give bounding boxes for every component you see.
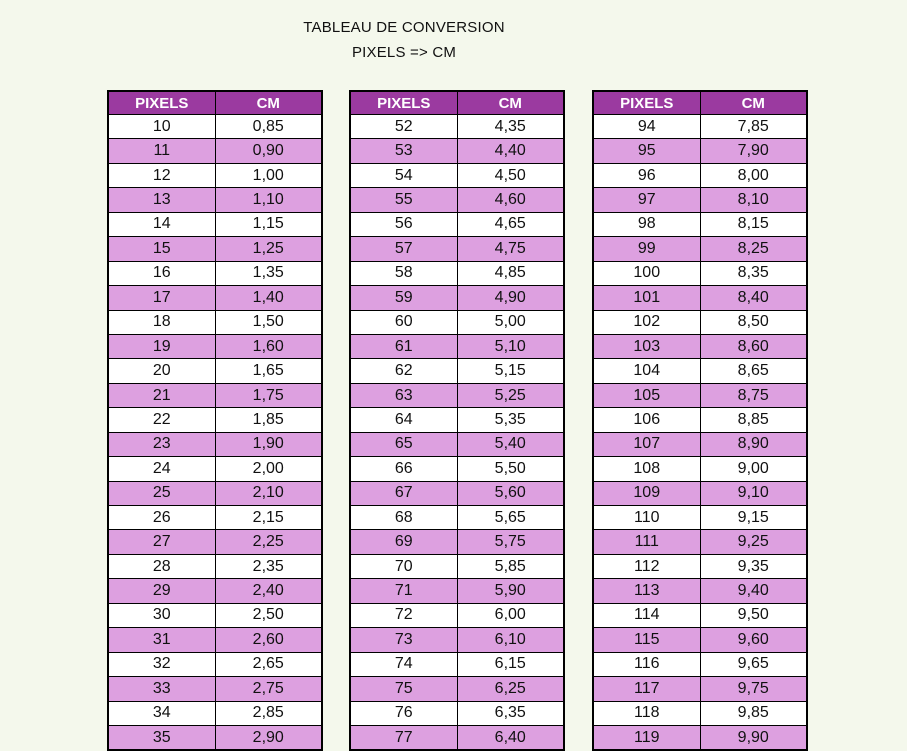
header-pixels: PIXELS	[350, 91, 457, 115]
cm-cell: 1,25	[215, 237, 322, 261]
pixels-cell: 110	[593, 506, 700, 530]
conversion-table-3	[592, 90, 808, 751]
header-cm: CM	[215, 91, 322, 115]
table-row	[108, 628, 322, 652]
pixels-cell: 27	[108, 530, 215, 554]
pixels-cell: 58	[350, 261, 457, 285]
table-row	[350, 701, 564, 725]
table-row	[108, 652, 322, 676]
cm-cell: 4,60	[457, 188, 564, 212]
table-row	[593, 383, 807, 407]
cm-cell: 4,90	[457, 286, 564, 310]
pixels-cell: 25	[108, 481, 215, 505]
pixels-cell: 57	[350, 237, 457, 261]
conversion-table-1	[107, 90, 323, 751]
pixels-cell: 111	[593, 530, 700, 554]
cm-cell: 2,50	[215, 603, 322, 627]
table-row	[593, 579, 807, 603]
table-row	[593, 115, 807, 139]
cm-cell: 2,25	[215, 530, 322, 554]
cm-cell: 1,90	[215, 432, 322, 456]
table-row	[593, 188, 807, 212]
cm-cell: 5,15	[457, 359, 564, 383]
cm-cell: 6,00	[457, 603, 564, 627]
table-row	[350, 286, 564, 310]
table-row	[350, 530, 564, 554]
cm-cell: 8,00	[700, 163, 807, 187]
cm-cell: 4,75	[457, 237, 564, 261]
cm-cell: 2,85	[215, 701, 322, 725]
pixels-cell: 77	[350, 725, 457, 750]
cm-cell: 9,60	[700, 628, 807, 652]
pixels-cell: 63	[350, 383, 457, 407]
cm-cell: 2,90	[215, 725, 322, 750]
cm-cell: 2,00	[215, 457, 322, 481]
header-pixels: PIXELS	[593, 91, 700, 115]
table-row	[593, 628, 807, 652]
table-row	[350, 188, 564, 212]
table-row	[108, 139, 322, 163]
cm-cell: 2,35	[215, 554, 322, 578]
table-row	[593, 408, 807, 432]
pixels-cell: 20	[108, 359, 215, 383]
table-row	[108, 212, 322, 236]
cm-cell: 2,15	[215, 506, 322, 530]
cm-cell: 6,40	[457, 725, 564, 750]
cm-cell: 5,85	[457, 554, 564, 578]
pixels-cell: 18	[108, 310, 215, 334]
cm-cell: 7,85	[700, 115, 807, 139]
table-row	[108, 408, 322, 432]
pixels-cell: 114	[593, 603, 700, 627]
pixels-cell: 68	[350, 506, 457, 530]
cm-cell: 0,90	[215, 139, 322, 163]
table-row	[108, 237, 322, 261]
pixels-cell: 64	[350, 408, 457, 432]
pixels-cell: 70	[350, 554, 457, 578]
table-row	[350, 506, 564, 530]
pixels-cell: 14	[108, 212, 215, 236]
table-row	[350, 163, 564, 187]
table-row	[593, 286, 807, 310]
cm-cell: 9,65	[700, 652, 807, 676]
table-row	[350, 115, 564, 139]
table-row	[593, 212, 807, 236]
pixels-cell: 72	[350, 603, 457, 627]
cm-cell: 2,40	[215, 579, 322, 603]
pixels-cell: 28	[108, 554, 215, 578]
cm-cell: 8,15	[700, 212, 807, 236]
cm-cell: 9,35	[700, 554, 807, 578]
table-row	[108, 603, 322, 627]
table-row	[593, 261, 807, 285]
cm-cell: 8,10	[700, 188, 807, 212]
cm-cell: 4,35	[457, 115, 564, 139]
cm-cell: 5,75	[457, 530, 564, 554]
pixels-cell: 65	[350, 432, 457, 456]
pixels-cell: 56	[350, 212, 457, 236]
pixels-cell: 12	[108, 163, 215, 187]
table-row	[593, 725, 807, 750]
table-row	[108, 163, 322, 187]
cm-cell: 5,25	[457, 383, 564, 407]
table-row	[350, 139, 564, 163]
table-row	[108, 359, 322, 383]
table-row	[108, 554, 322, 578]
pixels-cell: 106	[593, 408, 700, 432]
table-row	[108, 530, 322, 554]
cm-cell: 9,15	[700, 506, 807, 530]
pixels-cell: 67	[350, 481, 457, 505]
pixels-cell: 118	[593, 701, 700, 725]
pixels-cell: 69	[350, 530, 457, 554]
table-row	[593, 457, 807, 481]
table-row	[108, 481, 322, 505]
pixels-cell: 74	[350, 652, 457, 676]
page-title: TABLEAU DE CONVERSION	[303, 19, 505, 36]
table-row	[108, 579, 322, 603]
pixels-cell: 32	[108, 652, 215, 676]
table-row	[108, 725, 322, 750]
cm-cell: 1,60	[215, 334, 322, 358]
table-row	[108, 115, 322, 139]
table-row	[593, 334, 807, 358]
pixels-cell: 17	[108, 286, 215, 310]
pixels-cell: 10	[108, 115, 215, 139]
table-row	[350, 334, 564, 358]
table-row	[108, 677, 322, 701]
cm-cell: 1,85	[215, 408, 322, 432]
pixels-cell: 101	[593, 286, 700, 310]
table-row	[593, 163, 807, 187]
table-row	[350, 212, 564, 236]
page-subtitle: PIXELS => CM	[351, 44, 457, 61]
table-row	[108, 432, 322, 456]
pixels-cell: 113	[593, 579, 700, 603]
pixels-cell: 54	[350, 163, 457, 187]
pixels-cell: 26	[108, 506, 215, 530]
cm-cell: 8,35	[700, 261, 807, 285]
pixels-cell: 13	[108, 188, 215, 212]
pixels-cell: 99	[593, 237, 700, 261]
pixels-cell: 98	[593, 212, 700, 236]
table-row	[593, 652, 807, 676]
cm-cell: 6,35	[457, 701, 564, 725]
cm-cell: 5,60	[457, 481, 564, 505]
pixels-cell: 115	[593, 628, 700, 652]
table-row	[350, 432, 564, 456]
header-pixels: PIXELS	[108, 91, 215, 115]
cm-cell: 9,90	[700, 725, 807, 750]
table-row	[108, 457, 322, 481]
cm-cell: 8,50	[700, 310, 807, 334]
pixels-cell: 73	[350, 628, 457, 652]
table-row	[350, 677, 564, 701]
cm-cell: 8,85	[700, 408, 807, 432]
pixels-cell: 103	[593, 334, 700, 358]
pixels-cell: 22	[108, 408, 215, 432]
table-row	[350, 554, 564, 578]
cm-cell: 8,90	[700, 432, 807, 456]
table-row	[108, 188, 322, 212]
cm-cell: 1,10	[215, 188, 322, 212]
table-row	[350, 603, 564, 627]
pixels-cell: 31	[108, 628, 215, 652]
pixels-cell: 15	[108, 237, 215, 261]
pixels-cell: 71	[350, 579, 457, 603]
pixels-cell: 108	[593, 457, 700, 481]
table-row	[593, 530, 807, 554]
cm-cell: 8,40	[700, 286, 807, 310]
cm-cell: 4,50	[457, 163, 564, 187]
cm-cell: 4,85	[457, 261, 564, 285]
cm-cell: 9,00	[700, 457, 807, 481]
cm-cell: 5,65	[457, 506, 564, 530]
cm-cell: 6,15	[457, 652, 564, 676]
pixels-cell: 21	[108, 383, 215, 407]
header-cm: CM	[457, 91, 564, 115]
cm-cell: 0,85	[215, 115, 322, 139]
cm-cell: 1,15	[215, 212, 322, 236]
pixels-cell: 95	[593, 139, 700, 163]
pixels-cell: 66	[350, 457, 457, 481]
pixels-cell: 59	[350, 286, 457, 310]
pixels-cell: 109	[593, 481, 700, 505]
cm-cell: 5,35	[457, 408, 564, 432]
cm-cell: 6,25	[457, 677, 564, 701]
cm-cell: 4,65	[457, 212, 564, 236]
table-row	[593, 139, 807, 163]
pixels-cell: 112	[593, 554, 700, 578]
pixels-cell: 29	[108, 579, 215, 603]
pixels-cell: 117	[593, 677, 700, 701]
cm-cell: 9,50	[700, 603, 807, 627]
table-row	[593, 701, 807, 725]
table-row	[108, 701, 322, 725]
cm-cell: 5,50	[457, 457, 564, 481]
pixels-cell: 24	[108, 457, 215, 481]
table-row	[593, 481, 807, 505]
table-row	[350, 457, 564, 481]
cm-cell: 9,40	[700, 579, 807, 603]
table-row	[350, 481, 564, 505]
cm-cell: 5,10	[457, 334, 564, 358]
pixels-cell: 116	[593, 652, 700, 676]
cm-cell: 1,40	[215, 286, 322, 310]
table-row	[593, 603, 807, 627]
cm-cell: 8,25	[700, 237, 807, 261]
table-row	[350, 408, 564, 432]
table-row	[108, 383, 322, 407]
cm-cell: 1,65	[215, 359, 322, 383]
table-row	[350, 652, 564, 676]
pixels-cell: 94	[593, 115, 700, 139]
table-row	[108, 506, 322, 530]
cm-cell: 1,75	[215, 383, 322, 407]
cm-cell: 8,75	[700, 383, 807, 407]
table-row	[108, 334, 322, 358]
pixels-cell: 19	[108, 334, 215, 358]
cm-cell: 2,10	[215, 481, 322, 505]
pixels-cell: 96	[593, 163, 700, 187]
pixels-cell: 11	[108, 139, 215, 163]
cm-cell: 6,10	[457, 628, 564, 652]
table-row	[350, 383, 564, 407]
cm-cell: 7,90	[700, 139, 807, 163]
cm-cell: 9,85	[700, 701, 807, 725]
table-row	[350, 359, 564, 383]
cm-cell: 4,40	[457, 139, 564, 163]
cm-cell: 9,25	[700, 530, 807, 554]
table-row	[108, 261, 322, 285]
cm-cell: 8,65	[700, 359, 807, 383]
cm-cell: 8,60	[700, 334, 807, 358]
table-row	[350, 579, 564, 603]
table-row	[593, 310, 807, 334]
table-row	[350, 310, 564, 334]
pixels-cell: 75	[350, 677, 457, 701]
pixels-cell: 52	[350, 115, 457, 139]
pixels-cell: 97	[593, 188, 700, 212]
pixels-cell: 76	[350, 701, 457, 725]
pixels-cell: 119	[593, 725, 700, 750]
pixels-cell: 62	[350, 359, 457, 383]
pixels-cell: 100	[593, 261, 700, 285]
pixels-cell: 104	[593, 359, 700, 383]
table-row	[593, 677, 807, 701]
cm-cell: 1,35	[215, 261, 322, 285]
pixels-cell: 33	[108, 677, 215, 701]
cm-cell: 2,75	[215, 677, 322, 701]
pixels-cell: 53	[350, 139, 457, 163]
cm-cell: 1,00	[215, 163, 322, 187]
pixels-cell: 30	[108, 603, 215, 627]
cm-cell: 5,00	[457, 310, 564, 334]
pixels-cell: 61	[350, 334, 457, 358]
table-row	[593, 237, 807, 261]
pixels-cell: 55	[350, 188, 457, 212]
table-row	[350, 237, 564, 261]
cm-cell: 2,65	[215, 652, 322, 676]
pixels-cell: 16	[108, 261, 215, 285]
table-row	[593, 359, 807, 383]
table-row	[593, 432, 807, 456]
pixels-cell: 35	[108, 725, 215, 750]
table-row	[350, 628, 564, 652]
pixels-cell: 60	[350, 310, 457, 334]
cm-cell: 9,75	[700, 677, 807, 701]
cm-cell: 2,60	[215, 628, 322, 652]
table-row	[350, 725, 564, 750]
pixels-cell: 23	[108, 432, 215, 456]
pixels-cell: 107	[593, 432, 700, 456]
table-row	[593, 554, 807, 578]
pixels-cell: 34	[108, 701, 215, 725]
table-row	[108, 310, 322, 334]
cm-cell: 1,50	[215, 310, 322, 334]
header-cm: CM	[700, 91, 807, 115]
pixels-cell: 105	[593, 383, 700, 407]
table-row	[350, 261, 564, 285]
cm-cell: 5,40	[457, 432, 564, 456]
pixels-cell: 102	[593, 310, 700, 334]
table-row	[593, 506, 807, 530]
cm-cell: 5,90	[457, 579, 564, 603]
cm-cell: 9,10	[700, 481, 807, 505]
conversion-table-2	[349, 90, 565, 751]
table-row	[108, 286, 322, 310]
